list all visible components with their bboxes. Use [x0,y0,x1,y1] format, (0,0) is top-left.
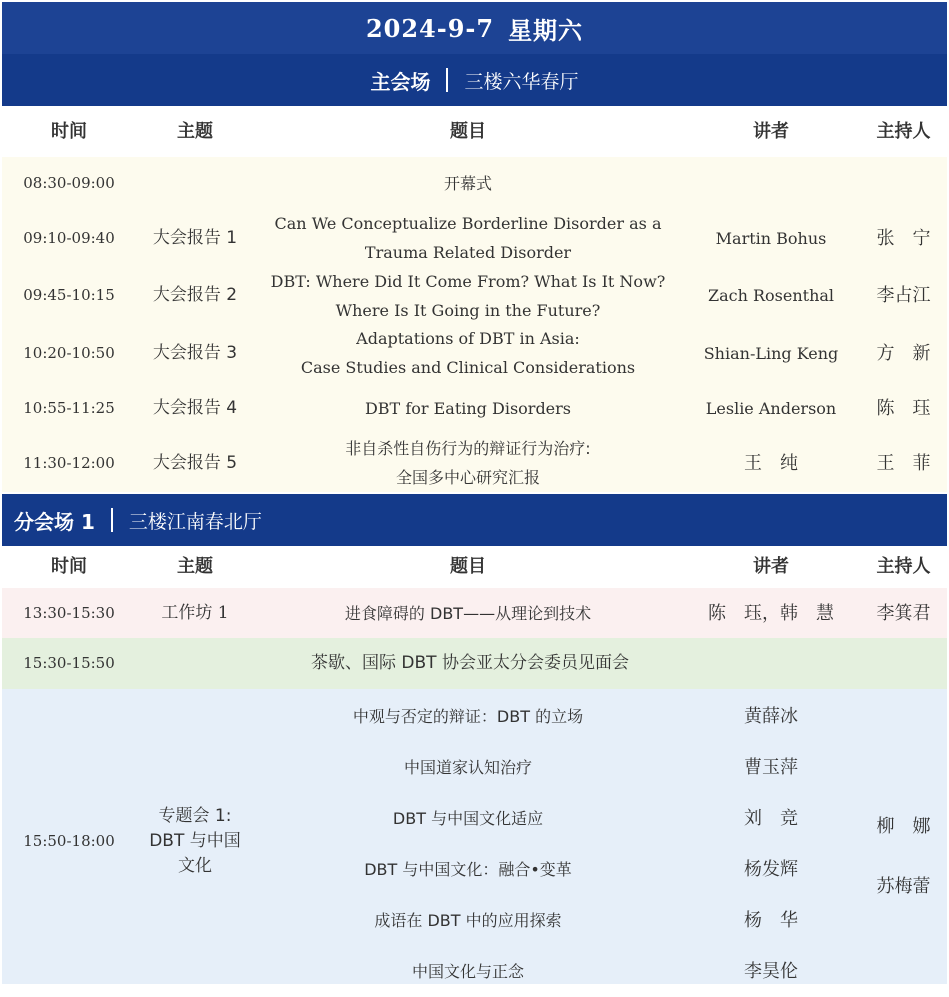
header-host: 主持人 [876,121,931,142]
row-theme: 大会报告 3 [152,342,238,363]
theme-line: 专题会 1: [158,806,232,826]
row-host: 陈 珏 [876,397,931,419]
topic-line: Adaptations of DBT in Asia: [356,329,580,348]
talk-topic: DBT 与中国文化：融合•变革 [364,860,572,879]
branch-table-header [2,546,947,588]
header-speaker: 讲者 [753,556,789,577]
row-topic: 进食障碍的 DBT——从理论到技术 [344,603,592,623]
row-host [860,157,947,209]
branch-venue-location: 三楼江南春北厅 [128,510,262,533]
talk-speaker: 杨发辉 [744,859,798,880]
symposium-block [2,689,947,984]
talk-topic: 中观与否定的辩证：DBT 的立场 [352,707,584,726]
branch-venue-banner [2,494,947,546]
row-topic [254,434,682,492]
row-topic: DBT for Eating Disorders [364,398,572,418]
main-table-header [2,107,947,157]
talk-topic: DBT 与中国文化适应 [392,809,544,828]
weekday-text: 星期六 [508,16,584,45]
topic-line: 非自杀性自伤行为的辩证行为治疗: [345,439,591,458]
row-speaker [682,157,860,209]
row-topic: 开幕式 [443,173,492,193]
row-theme: 大会报告 5 [152,452,238,473]
header-topic: 题目 [450,121,486,142]
row-speaker: Zach Rosenthal [707,286,835,305]
row-theme [136,689,254,994]
row-time: 15:30-15:50 [23,654,115,672]
symposium-host: 苏梅蕾 [876,876,931,897]
workshop-row [2,588,947,638]
talk-speaker: 曹玉萍 [744,757,798,778]
row-speaker: 陈 珏，韩 慧 [708,602,834,624]
row-speaker: Shian-Ling Keng [703,343,839,363]
talk-topic: 成语在 DBT 中的应用探索 [374,911,562,930]
symposium-host: 柳 娜 [876,816,931,837]
table-row [2,324,947,382]
table-row [2,382,947,434]
row-theme: 大会报告 1 [152,227,238,248]
row-host: 李箕君 [876,602,931,624]
row-time: 11:30-12:00 [23,453,115,472]
main-table-body [0,157,949,492]
row-host: 方 新 [876,342,931,364]
row-speaker: 王 纯 [744,452,798,474]
talk-speaker: 杨 华 [744,910,798,931]
table-row [2,209,947,267]
table-row [2,434,947,492]
date-text: 2024-9-7 [365,13,495,43]
topic-line: Case Studies and Clinical Considerations [300,358,636,377]
topic-line: 全国多中心研究汇报 [395,468,540,487]
row-speaker: Leslie Anderson [705,398,837,418]
main-venue-location: 三楼六华春厅 [464,70,579,93]
topic-line: DBT: Where Did It Come From? What Is It Now? [270,271,666,291]
topic-line: Can We Conceptualize Borderline Disorder as a [274,214,662,233]
row-time: 10:20-10:50 [23,343,115,362]
break-row [2,638,947,689]
theme-line: DBT 与中国 [149,831,241,851]
main-venue-name: 主会场 [370,69,431,94]
table-row [2,267,947,324]
row-theme: 工作坊 1 [161,602,229,623]
talk-speaker: 刘 竞 [744,808,798,829]
theme-line: 文化 [177,856,212,876]
row-time: 09:45-10:15 [23,286,115,304]
header-theme: 主题 [177,121,213,142]
venue-divider [111,508,113,532]
row-time: 08:30-09:00 [23,173,115,192]
row-time: 10:55-11:25 [23,398,115,417]
row-time: 09:10-09:40 [23,228,115,247]
row-theme: 大会报告 4 [152,397,238,418]
row-time: 13:30-15:30 [23,603,115,622]
row-topic [254,324,682,382]
talk-speaker: 黄薛冰 [744,706,798,727]
row-theme [136,157,254,209]
header-host: 主持人 [876,556,931,577]
row-host: 王 菲 [876,452,931,474]
venue-divider [446,68,448,92]
topic-line: Where Is It Going in the Future? [335,300,601,320]
header-time: 时间 [51,121,87,142]
row-theme: 大会报告 2 [152,285,238,305]
row-host: 李占江 [876,285,931,306]
talk-topic: 中国文化与正念 [411,962,524,981]
header-topic: 题目 [450,556,486,577]
row-speaker: Martin Bohus [715,228,827,248]
header-time: 时间 [51,556,87,577]
break-text: 茶歇、国际 DBT 协会亚太分会委员见面会 [311,653,629,673]
branch-venue-name: 分会场 1 [14,509,95,534]
table-row [2,157,947,209]
header-speaker: 讲者 [753,121,789,142]
talk-speaker: 李昊伦 [744,961,798,982]
talk-topic: 中国道家认知治疗 [403,758,532,777]
row-host: 张 宁 [876,227,931,249]
row-time: 15:50-18:00 [23,832,115,850]
main-venue-banner [2,54,947,106]
date-banner [2,2,947,54]
row-topic [254,267,682,324]
topic-line: Trauma Related Disorder [364,243,572,262]
row-topic [254,209,682,267]
header-theme: 主题 [177,556,213,577]
